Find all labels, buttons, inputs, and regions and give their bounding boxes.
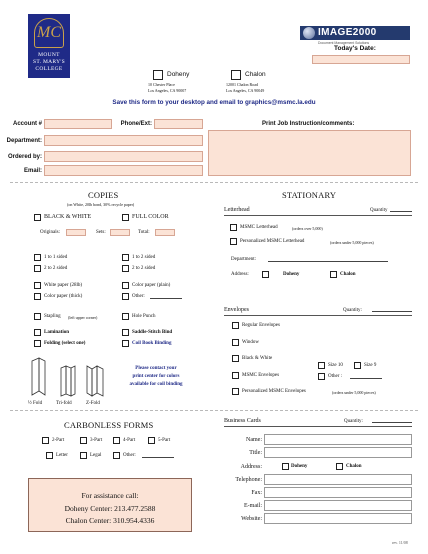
carbonless-other-label: Other: <box>123 453 136 458</box>
color-paper-plain-label: Color paper (plain) <box>132 283 171 288</box>
coil-note-2: print center for colors <box>132 374 180 379</box>
sphere-icon <box>303 27 315 39</box>
college-logo <box>28 14 70 78</box>
lamination-label: Lamination <box>44 330 70 335</box>
bc-email-label: E-mail: <box>244 503 262 509</box>
half-fold-icon <box>30 357 46 397</box>
env-size10-checkbox[interactable] <box>318 362 325 369</box>
originals-label: Originals: <box>40 230 60 235</box>
bw-checkbox[interactable] <box>34 214 41 221</box>
letter-label: Letter <box>56 453 68 458</box>
carbonless-other-checkbox[interactable] <box>113 452 120 459</box>
msmc-letterhead-note: (orders over 5,000) <box>292 226 323 231</box>
brand-tagline: Document Management Solutions <box>318 41 370 45</box>
tri-fold-icon <box>60 365 76 397</box>
logo-line-3: COLLEGE <box>35 66 63 72</box>
env-bw-label: Black & White <box>242 356 273 361</box>
bc-doheny-checkbox[interactable] <box>282 463 289 470</box>
stationary-doheny-label: Doheny <box>283 272 300 277</box>
print-job-comments[interactable] <box>208 130 411 176</box>
paper-other-line[interactable] <box>150 298 182 299</box>
logo-line-2: ST. MARY'S <box>32 59 65 65</box>
env-msmc-label: MSMC Envelopes <box>242 373 280 378</box>
coil-label: Coil Book Binding <box>132 341 172 346</box>
env-other-line[interactable] <box>350 378 382 379</box>
env-bw-checkbox[interactable] <box>232 355 239 362</box>
stationary-department-line[interactable] <box>268 261 388 262</box>
brand-name: IMAGE2000 <box>318 27 377 38</box>
stapling-checkbox[interactable] <box>34 313 41 320</box>
bc-fax-input[interactable] <box>264 487 412 498</box>
business-cards-title: Business Cards <box>224 418 261 424</box>
assistance-doheny: Doheny Center: 213.477.2588 <box>64 504 156 513</box>
legal-checkbox[interactable] <box>80 452 87 459</box>
doheny-address-2: Los Angeles, CA 90007 <box>148 88 187 93</box>
email-instruction: Save this form to your desktop and email to graphics@msmc.la.edu <box>112 99 316 106</box>
stationary-address-label: Address: <box>231 272 249 277</box>
bc-telephone-input[interactable] <box>264 474 412 485</box>
paper-other-checkbox[interactable] <box>122 293 129 300</box>
color-checkbox[interactable] <box>122 214 129 221</box>
assistance-chalon: Chalon Center: 310.954.4336 <box>65 516 155 525</box>
lamination-checkbox[interactable] <box>34 329 41 336</box>
color-paper-thick-checkbox[interactable] <box>34 293 41 300</box>
print-job-label: Print Job Instruction/comments: <box>262 121 355 127</box>
bc-address-label: Address: <box>240 464 262 470</box>
bc-name-input[interactable] <box>264 434 412 445</box>
logo-monogram: MC <box>37 24 61 41</box>
assistance-box <box>28 478 192 532</box>
coil-note-3: available for coil binding <box>129 382 183 387</box>
assistance-title: For assistance call: <box>81 491 139 500</box>
personalized-letterhead-checkbox[interactable] <box>230 238 237 245</box>
department-input[interactable] <box>44 135 203 146</box>
half-fold-label: ½ Fold <box>28 401 43 406</box>
paper-other-label: Other: <box>132 294 145 299</box>
env-regular-label: Regular Envelopes <box>242 323 280 328</box>
coil-note-1: Please contact your <box>135 366 177 371</box>
sided-1to1-checkbox[interactable] <box>34 254 41 261</box>
part4-checkbox[interactable] <box>113 437 120 444</box>
msmc-letterhead-label: MSMC Letterhead <box>240 225 278 230</box>
envelopes-quantity-line[interactable] <box>372 311 412 312</box>
part3-label: 3-Part <box>90 438 103 443</box>
env-size10-label: Size 10 <box>328 363 343 368</box>
env-window-label: Window <box>242 340 260 345</box>
part5-checkbox[interactable] <box>148 437 155 444</box>
ordered-by-label: Ordered by: <box>7 154 42 160</box>
doheny-checkbox[interactable] <box>153 70 163 80</box>
divider-top <box>10 182 418 183</box>
chalon-address-2: Los Angeles, CA 90049 <box>226 88 265 93</box>
hole-punch-checkbox[interactable] <box>122 313 129 320</box>
part2-label: 2-Part <box>52 438 65 443</box>
letterhead-quantity-label: Quantity <box>370 208 388 213</box>
sided-2to2-right-checkbox[interactable] <box>122 265 129 272</box>
sided-1to1-label: 1 to 1 sided <box>44 255 68 260</box>
logo-line-1: MOUNT <box>38 52 60 58</box>
phone-label: Phone/Ext: <box>120 121 152 127</box>
env-regular-checkbox[interactable] <box>232 322 239 329</box>
saddle-checkbox[interactable] <box>122 329 129 336</box>
logo-monogram-icon <box>34 18 64 48</box>
z-fold-icon <box>86 365 104 397</box>
carbonless-other-line[interactable] <box>142 457 174 458</box>
saddle-label: Saddle-Stitch Bind <box>132 330 173 335</box>
business-cards-quantity-line[interactable] <box>372 422 412 423</box>
env-other-label: Other : <box>328 374 343 379</box>
folding-label: Folding (select one) <box>44 341 86 346</box>
sided-1to2-checkbox[interactable] <box>122 254 129 261</box>
color-paper-plain-checkbox[interactable] <box>122 282 129 289</box>
todays-date-input[interactable] <box>312 55 410 64</box>
sets-label: Sets: <box>96 230 106 235</box>
envelopes-label: Envelopes <box>224 307 249 313</box>
image2000-logo <box>300 26 410 40</box>
personalized-letterhead-label: Personalized MSMC Letterhead <box>240 239 305 244</box>
white-paper-checkbox[interactable] <box>34 282 41 289</box>
bc-website-input[interactable] <box>264 513 412 524</box>
letterhead-quantity-line[interactable] <box>390 211 412 212</box>
env-personalized-checkbox[interactable] <box>232 388 239 395</box>
stapling-label: Stapling <box>44 314 61 319</box>
business-cards-quantity-label: Quantity: <box>344 419 363 424</box>
bc-chalon-checkbox[interactable] <box>336 463 343 470</box>
bc-title-label: Title: <box>249 450 262 456</box>
hole-punch-label: Hole Punch <box>132 314 156 319</box>
part5-label: 5-Part <box>158 438 171 443</box>
bw-label: BLACK & WHITE <box>44 214 92 220</box>
sided-2to2-left-checkbox[interactable] <box>34 265 41 272</box>
sets-input[interactable] <box>110 229 130 236</box>
originals-input[interactable] <box>66 229 86 236</box>
env-personalized-label: Personalized MSMC Envelopes <box>242 389 306 394</box>
z-fold-label: Z-Fold <box>86 401 100 406</box>
total-input[interactable] <box>155 229 175 236</box>
bc-chalon-label: Chalon <box>346 464 362 469</box>
bc-doheny-label: Doheny <box>291 464 308 469</box>
stationary-doheny-checkbox[interactable] <box>262 271 269 278</box>
stationary-department-label: Department: <box>231 257 256 262</box>
env-size9-label: Size 9 <box>364 363 377 368</box>
tri-fold-label: Tri-fold <box>56 401 72 406</box>
account-label: Account # <box>12 121 42 127</box>
sided-1to2-label: 1 to 2 sided <box>132 255 156 260</box>
department-label: Department: <box>6 138 42 144</box>
personalized-letterhead-note: (orders under 5,000 pieces) <box>330 240 374 245</box>
stapling-note: (left upper corner) <box>68 315 98 320</box>
legal-label: Legal <box>90 453 102 458</box>
revision-note: rev. 11/08 <box>392 540 408 545</box>
divider-bottom <box>10 410 418 411</box>
bc-title-input[interactable] <box>264 447 412 458</box>
ordered-by-input[interactable] <box>44 151 203 162</box>
part3-checkbox[interactable] <box>80 437 87 444</box>
letter-checkbox[interactable] <box>46 452 53 459</box>
total-label: Total: <box>138 230 150 235</box>
env-window-checkbox[interactable] <box>232 339 239 346</box>
coil-checkbox[interactable] <box>122 340 129 347</box>
todays-date-label: Today's Date: <box>334 45 376 52</box>
stationary-title: STATIONARY <box>282 190 337 200</box>
white-paper-label: White paper (28lb) <box>44 283 83 288</box>
chalon-checkbox[interactable] <box>231 70 241 80</box>
sided-2to2-left-label: 2 to 2 sided <box>44 266 68 271</box>
part2-checkbox[interactable] <box>42 437 49 444</box>
msmc-letterhead-checkbox[interactable] <box>230 224 237 231</box>
email-input[interactable] <box>44 165 203 176</box>
bc-email-input[interactable] <box>264 500 412 511</box>
env-personalized-note: (orders under 5,000 pieces) <box>332 390 376 395</box>
env-size9-checkbox[interactable] <box>354 362 361 369</box>
account-input[interactable] <box>44 119 112 129</box>
envelopes-quantity-label: Quantity: <box>343 308 362 313</box>
color-label: FULL COLOR <box>132 214 169 220</box>
chalon-label: Chalon <box>245 71 266 78</box>
bc-telephone-label: Telephone: <box>235 477 262 483</box>
folding-checkbox[interactable] <box>34 340 41 347</box>
color-paper-thick-label: Color paper (thick) <box>44 294 83 299</box>
copies-subtitle: (on White, 20lb bond, 30% recycle paper) <box>67 202 135 207</box>
doheny-address-1: 10 Chester Place <box>148 82 175 87</box>
sided-2to2-right-label: 2 to 2 sided <box>132 266 156 271</box>
env-msmc-checkbox[interactable] <box>232 372 239 379</box>
part4-label: 4-Part <box>123 438 136 443</box>
copies-title: COPIES <box>88 190 119 200</box>
stationary-chalon-label: Chalon <box>340 272 356 277</box>
chalon-address-1: 12001 Chalon Road <box>226 82 258 87</box>
bc-website-label: Website: <box>241 516 262 522</box>
phone-input[interactable] <box>154 119 203 129</box>
doheny-label: Doheny <box>167 71 190 78</box>
letterhead-label: Letterhead <box>224 207 250 213</box>
bc-fax-label: Fax: <box>251 490 262 496</box>
env-other-checkbox[interactable] <box>318 373 325 380</box>
stationary-chalon-checkbox[interactable] <box>330 271 337 278</box>
bc-name-label: Name: <box>246 437 262 443</box>
email-label: Email: <box>23 168 42 174</box>
carbonless-title: CARBONLESS FORMS <box>64 420 154 430</box>
